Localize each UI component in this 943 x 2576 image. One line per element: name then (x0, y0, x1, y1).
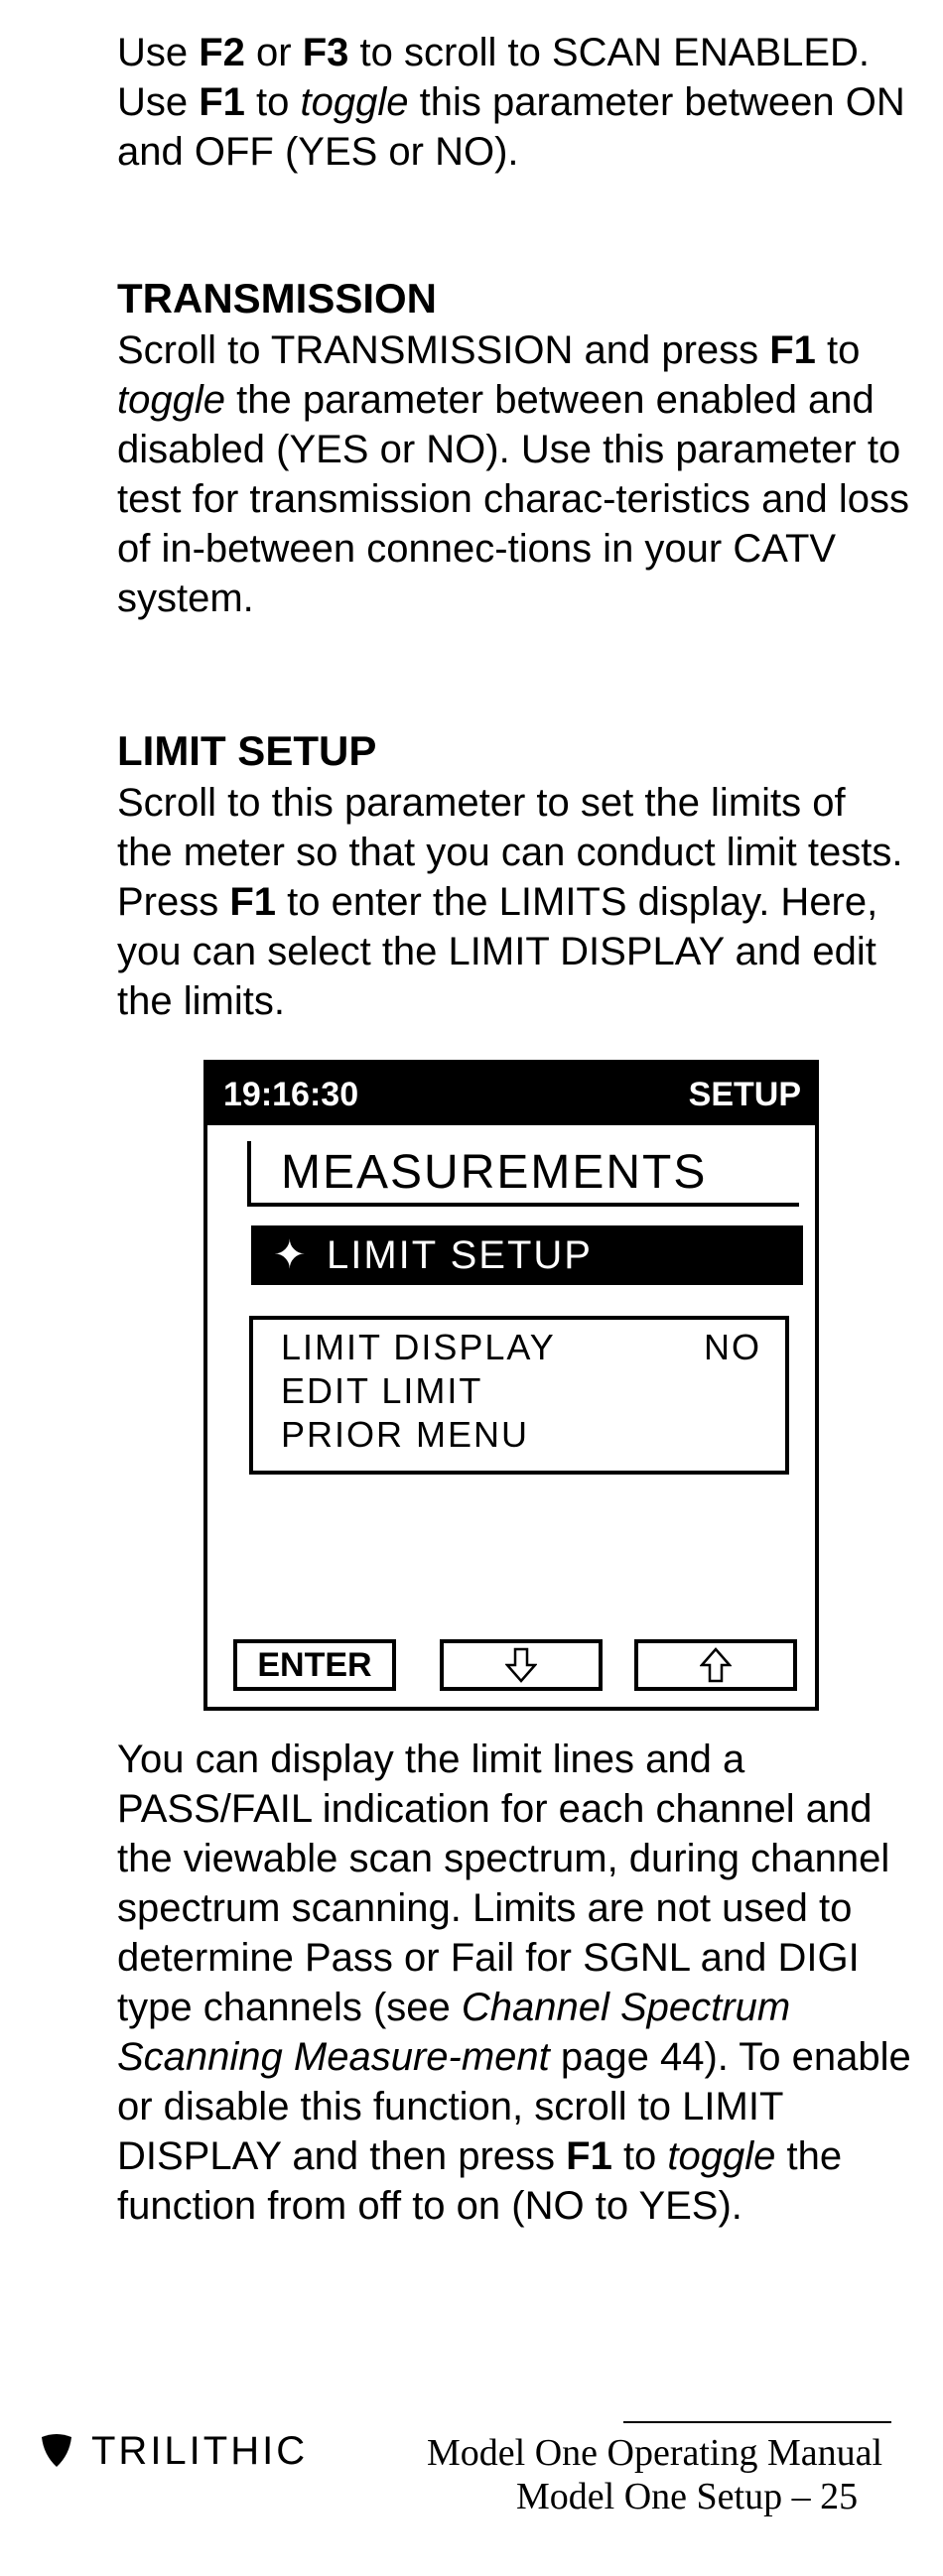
scan-enabled-paragraph: Use F2 or F3 to scroll to SCAN ENABLED. Use F1 to toggle this parameter between ON and OFF (YES or NO). (117, 31, 905, 174)
enter-softkey[interactable] (233, 1639, 396, 1691)
limit-setup-heading: LIMIT SETUP (117, 727, 377, 774)
screen-status-bar (207, 1064, 815, 1125)
brand-name: TRILITHIC (91, 2429, 309, 2473)
submenu-list (249, 1316, 789, 1475)
scroll-up-softkey[interactable] (634, 1639, 797, 1691)
device-screen (203, 1060, 819, 1711)
selected-item-label: LIMIT SETUP (327, 1233, 593, 1277)
menu-title-label: MEASUREMENTS (281, 1146, 708, 1199)
footer-divider (623, 2421, 891, 2423)
transmission-heading: TRANSMISSION (117, 275, 438, 322)
limit-display-value: NO (704, 1327, 761, 1367)
mode-label: SETUP (688, 1076, 801, 1113)
list-item-prior-menu[interactable]: PRIOR MENU (281, 1414, 530, 1455)
list-item-edit-limit[interactable]: EDIT LIMIT (281, 1370, 483, 1411)
limit-display-paragraph: You can display the limit lines and a PASS/FAIL indication for each channel and the viewable scan spectrum, during channel spectrum scanning. Limits are not used to determine Pass or Fail for SGNL and DIGI type channels (see Channel Spectrum Scanning Measure-ment page 44). To enable or disable this function, scroll to LIMIT DISPLAY and then press F1 to toggle the function from off to on (NO to YES). (117, 1738, 911, 2228)
list-item-limit-display[interactable]: LIMIT DISPLAY (281, 1327, 556, 1367)
section-page-number: Model One Setup – 25 (516, 2476, 859, 2517)
down-arrow-icon (505, 1647, 537, 1683)
selected-menu-item[interactable] (251, 1225, 803, 1285)
trilithic-logo (40, 2429, 308, 2473)
manual-title: Model One Operating Manual (427, 2432, 883, 2474)
limit-setup-paragraph: Scroll to this parameter to set the limits of the meter so that you can conduct limit tests. Press F1 to enter the LIMITS display. Here, you can select the LIMIT DISPLAY and edit the limits. (117, 781, 903, 1023)
up-arrow-icon (700, 1647, 732, 1683)
menu-title (247, 1141, 799, 1207)
trilithic-drop-icon (40, 2433, 73, 2469)
scroll-down-softkey[interactable] (440, 1639, 603, 1691)
four-point-star-icon: ✦ (273, 1233, 307, 1277)
clock-readout: 19:16:30 (223, 1076, 359, 1113)
transmission-paragraph: Scroll to TRANSMISSION and press F1 to toggle the parameter between enabled and disabled (YES or NO). Use this parameter to test for transmission charac-teristics and loss of in-between connec-tions in your CATV system. (117, 328, 910, 620)
enter-softkey-label: ENTER (257, 1645, 372, 1684)
